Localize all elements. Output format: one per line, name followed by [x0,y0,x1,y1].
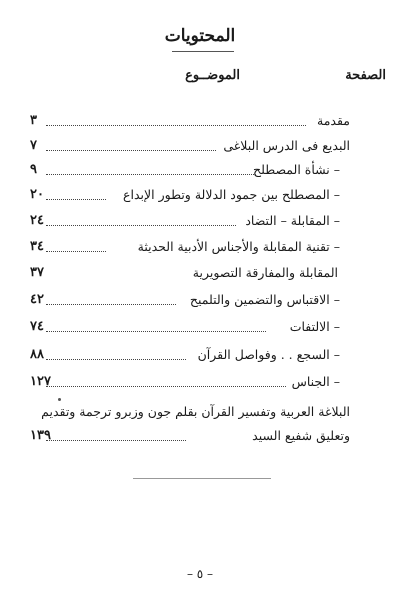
toc-entry-page: ٩ [30,162,37,177]
scan-speck [58,398,61,401]
toc-entry-text: – الالتفات [289,319,340,334]
leader-dots [46,174,256,175]
toc-entry-page: ١٣٩ [30,428,51,443]
header-page-column: الصفحة [345,68,386,83]
toc-entry-text: – تقنية المقابلة والأجناس الأدبية الحديثة [137,239,340,254]
leader-dots [46,150,216,151]
bottom-rule [133,478,271,479]
toc-entry-page: ٨٨ [30,347,44,362]
toc-entry-page: ٣٤ [30,239,44,254]
leader-dots [46,331,266,332]
toc-entry-page: ٧ [30,138,37,153]
toc-entry-page: ٢٠ [30,187,44,202]
toc-entry-page: ٣ [30,113,37,128]
leader-dots [46,440,186,441]
page-title: المحتويات [164,26,236,46]
toc-entry-page: ٤٢ [30,292,44,307]
toc-entry-page: ٢٤ [30,213,44,228]
toc-entry-text: – السجع . . وفواصل القرآن [197,347,340,362]
toc-entry-page: ١٢٧ [30,374,51,389]
toc-entry [0,211,400,235]
leader-dots [46,125,306,126]
page-number: – ٥ – [186,567,214,581]
leader-dots [46,251,106,252]
leader-dots [46,386,286,387]
toc-entry-text: – نشأة المصطلح [253,162,340,177]
toc-entry-page: ٧٤ [30,319,44,334]
toc-entry [0,111,400,135]
leader-dots [46,225,236,226]
toc-entry [0,160,400,184]
toc-entry [0,290,400,314]
toc-entry-text: البديع فى الدرس البلاغى [223,138,350,153]
leader-dots [46,359,186,360]
toc-entry-page: ٣٧ [30,265,44,280]
toc-entry [0,372,400,396]
toc-entry [0,136,400,160]
toc-entry-text: المقابلة والمفارقة التصويرية [192,265,338,280]
toc-entry [0,263,400,287]
toc-entry [0,317,400,341]
leader-dots [46,199,106,200]
toc-entry [0,185,400,209]
toc-entry-text: – الاقتباس والتضمين والتلميح [189,292,340,307]
toc-entry-text: – الجناس [291,374,340,389]
toc-entry-text: مقدمة [317,113,350,128]
toc-entry-text: البلاغة العربية وتفسير القرآن بقلم جون وزبرو ترجمة وتقديم [41,404,350,419]
leader-dots [46,304,176,305]
title-underline [172,51,234,52]
header-topic-column: الموضــوع [185,68,240,83]
toc-entry-text: – المصطلح بين جمود الدلالة وتطور الإبداع [123,187,340,202]
toc-entry [0,402,400,448]
toc-entry [0,237,400,261]
toc-entry-text-continued: وتعليق شفيع السيد [252,428,350,443]
toc-entry [0,345,400,369]
toc-entry-text: – المقابلة – التضاد [245,213,340,228]
